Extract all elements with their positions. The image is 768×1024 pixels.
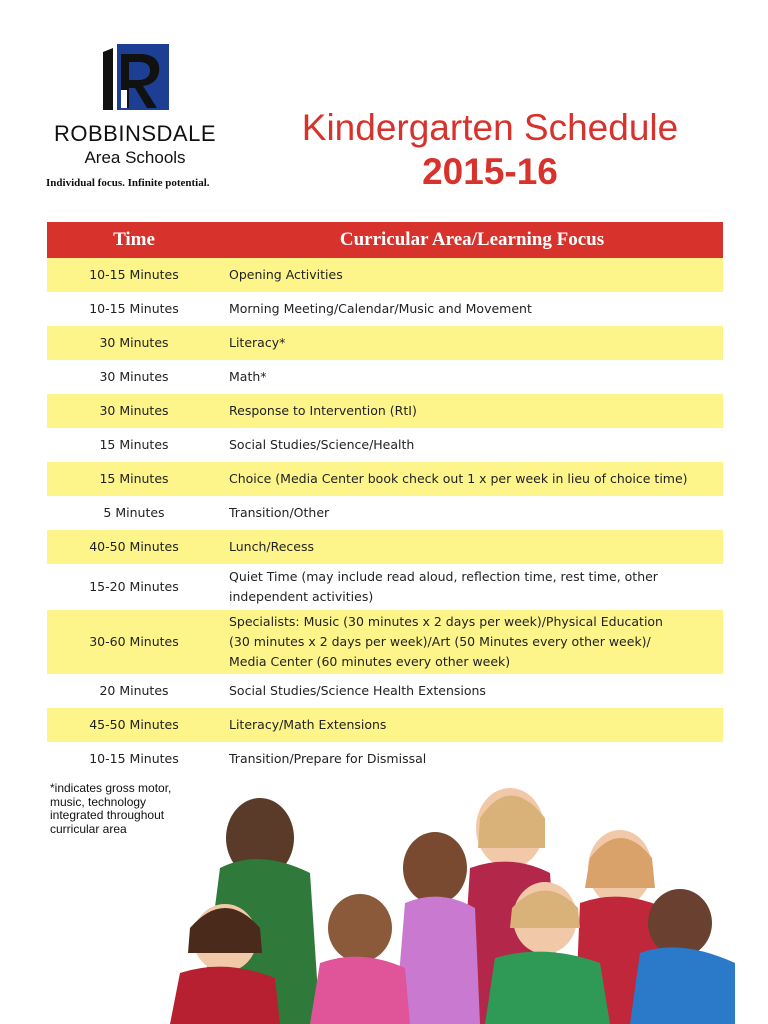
logo-tagline: Individual focus. Infinite potential. — [46, 177, 210, 189]
robbinsdale-r-logo-icon — [103, 44, 169, 110]
row-time: 15 Minutes — [99, 437, 169, 452]
row-focus — [221, 564, 723, 610]
row-focus-line: independent activities) — [229, 589, 374, 604]
row-focus: Morning Meeting/Calendar/Music and Movement — [229, 301, 532, 316]
row-time: 10-15 Minutes — [89, 751, 179, 766]
page-title — [240, 106, 740, 194]
table-row — [47, 428, 723, 462]
row-time: 10-15 Minutes — [47, 258, 221, 292]
table-row — [47, 462, 723, 496]
row-focus: Literacy/Math Extensions — [221, 708, 723, 742]
column-header-time: Time — [47, 222, 221, 258]
column-header-focus: Curricular Area/Learning Focus — [221, 222, 723, 258]
row-focus: Transition/Other — [229, 505, 330, 520]
row-time: 30-60 Minutes — [47, 610, 221, 674]
row-focus: Choice (Media Center book check out 1 x per week in lieu of choice time) — [221, 462, 723, 496]
row-focus: Lunch/Recess — [221, 530, 723, 564]
row-focus: Transition/Prepare for Dismissal — [229, 751, 427, 766]
row-focus — [221, 610, 723, 674]
page-title-year: 2015-16 — [422, 151, 558, 192]
row-time: 30 Minutes — [47, 394, 221, 428]
row-time: 15-20 Minutes — [89, 579, 179, 594]
row-focus-line: Quiet Time (may include read aloud, reflection time, rest time, other — [229, 569, 658, 584]
row-time: 5 Minutes — [103, 505, 165, 520]
district-logo — [40, 44, 230, 194]
row-focus: Literacy* — [221, 326, 723, 360]
table-header-row — [47, 222, 723, 258]
row-focus-line: (30 minutes x 2 days per week)/Art (50 Minutes every other week)/ — [229, 634, 651, 649]
row-focus: Math* — [229, 369, 267, 384]
row-focus: Social Studies/Science Health Extensions — [229, 683, 486, 698]
row-focus-line: Media Center (60 minutes every other week) — [229, 654, 511, 669]
row-time: 20 Minutes — [99, 683, 169, 698]
row-focus-line: Specialists: Music (30 minutes x 2 days per week)/Physical Education — [229, 614, 663, 629]
table-row — [47, 564, 723, 610]
table-row — [47, 394, 723, 428]
row-time: 40-50 Minutes — [47, 530, 221, 564]
row-time: 45-50 Minutes — [47, 708, 221, 742]
schedule-table — [47, 222, 723, 776]
table-row — [47, 496, 723, 530]
table-row — [47, 708, 723, 742]
children-group-photo — [160, 778, 740, 1024]
table-row — [47, 674, 723, 708]
row-time: 15 Minutes — [47, 462, 221, 496]
table-row — [47, 742, 723, 776]
row-time: 10-15 Minutes — [89, 301, 179, 316]
table-row — [47, 258, 723, 292]
child-figure — [395, 832, 480, 1024]
row-time: 30 Minutes — [99, 369, 169, 384]
row-focus: Opening Activities — [221, 258, 723, 292]
table-row — [47, 292, 723, 326]
table-row — [47, 360, 723, 394]
logo-name: ROBBINSDALE — [54, 121, 216, 146]
table-row — [47, 530, 723, 564]
logo-subtitle: Area Schools — [84, 148, 186, 167]
footnote: *indicates gross motor, music, technology integrated throughout curricular area — [50, 781, 172, 836]
page-title-line1: Kindergarten Schedule — [301, 107, 679, 148]
row-focus: Response to Intervention (RtI) — [221, 394, 723, 428]
row-focus: Social Studies/Science/Health — [229, 437, 415, 452]
table-row — [47, 326, 723, 360]
table-row — [47, 610, 723, 674]
child-figure — [310, 894, 410, 1024]
row-time: 30 Minutes — [47, 326, 221, 360]
